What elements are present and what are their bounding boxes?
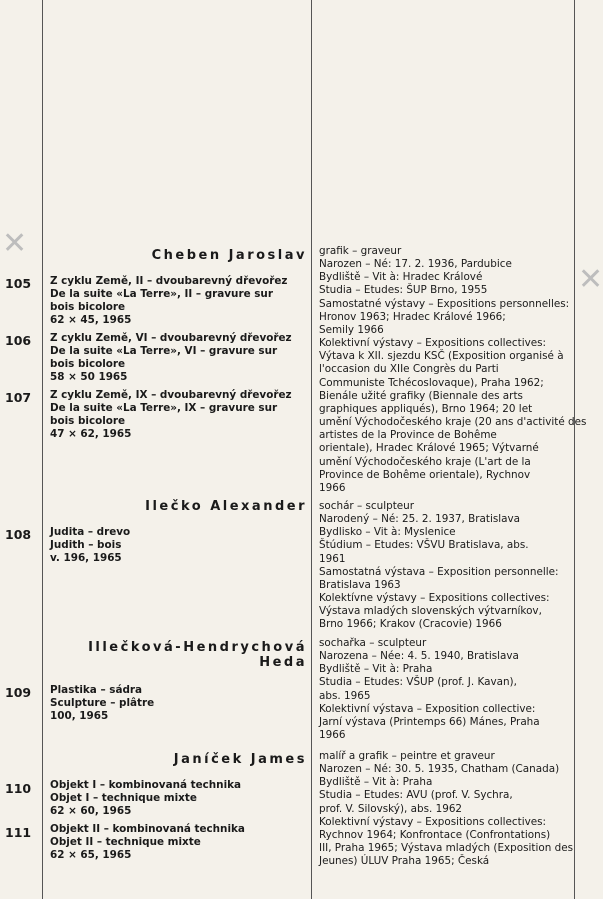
bio-line: Kolektivní výstavy – Expositions collectives:: [319, 815, 547, 828]
bio-line: Narozena – Née: 4. 5. 1940, Bratislava: [319, 650, 519, 663]
work-dimensions: 62 × 65, 1965: [50, 849, 132, 861]
registration-mark-left: ✕: [2, 226, 28, 261]
work-title-cz: Objekt II – kombinovaná technika: [50, 823, 245, 835]
work-title-cz: Z cyklu Země, VI – dvoubarevný dřevořez: [50, 332, 292, 344]
bio-line: Narozen – Né: 17. 2. 1936, Pardubice: [319, 258, 512, 271]
bio-line: grafik – graveur: [319, 245, 402, 257]
bio-line: umění Východočeského kraje (20 ans d'activité des artistes de la Province de Bohême: [319, 416, 587, 442]
artist-name: [42, 640, 307, 670]
work-title-fr-cont: bois bicolore: [50, 415, 126, 427]
work-title-fr: Judith – bois: [50, 539, 122, 551]
artist-name: Cheben Jaroslav: [151, 248, 307, 263]
work-entry: [50, 684, 308, 723]
work-title-sk: Judita – drevo: [50, 526, 131, 538]
work-title-cz: Objekt I – kombinovaná technika: [50, 779, 242, 791]
bio-line: Samostatná výstava – Exposition personnelle: Bratislava 1963: [319, 565, 559, 591]
bio-line: Štúdium – Etudes: VŠVU Bratislava, abs.: [319, 539, 529, 552]
work-title-cz: Z cyklu Země, II – dvoubarevný dřevořez: [50, 275, 288, 287]
catalogue-number: 106: [5, 333, 32, 348]
catalogue-number: 105: [5, 276, 32, 291]
bio-line: Samostatné výstavy – Expositions personnelles: Hronov 1963; Hradec Králové 1966;: [319, 297, 570, 323]
artist-name: Janíček James: [173, 752, 307, 767]
bio-line: orientale), Hradec Králové 1965; Výtvarné: [319, 442, 539, 455]
bio-line: 1961: [319, 552, 346, 565]
work-title-fr: Objet I – technique mixte: [50, 792, 197, 804]
bio-line: Studia – Etudes: AVU (prof. V. Sychra,: [319, 789, 513, 802]
work-title-fr-cont: bois bicolore: [50, 301, 126, 313]
bio-line: Výstava mladých slovenských výtvarníkov,: [319, 605, 542, 618]
artist-biography: [319, 637, 597, 742]
work-title-cz: Z cyklu Země, IX – dvoubarevný dřevořez: [50, 389, 292, 401]
catalogue-number: 109: [5, 685, 32, 700]
bio-line: prof. V. Silovský), abs. 1962: [319, 802, 463, 815]
bio-line: Kolektivní výstavy – Expositions collectives:: [319, 337, 547, 350]
work-dimensions: 58 × 50 1965: [50, 371, 128, 383]
artist-name-line: Illečková-Hendrychová: [88, 640, 307, 655]
bio-line: Bydliště – Vit à: Hradec Králové: [319, 271, 483, 284]
bio-line: Kolektivní výstava – Exposition collective:: [319, 702, 536, 715]
catalogue-number: 107: [5, 390, 32, 405]
bio-line: 1966: [319, 729, 346, 742]
bio-line: Bydliště – Vit à: Praha: [319, 776, 433, 789]
bio-line: Studia – Etudes: ŠUP Brno, 1955: [319, 284, 488, 297]
bio-line: Communiste Tchécoslovaque), Praha 1962;: [319, 376, 544, 389]
work-title-fr: De la suite «La Terre», VI – gravure sur: [50, 345, 278, 357]
bio-line: Narozen – Né: 30. 5. 1935, Chatham (Canada): [319, 763, 560, 776]
bio-line: Bienále užité grafiky (Biennale des arts: [319, 389, 523, 402]
bio-line: Semily 1966: [319, 323, 384, 336]
bio-line: graphiques appliqués), Brno 1964; 20 let: [319, 402, 533, 415]
artist-name: Ilečko Alexander: [145, 499, 307, 514]
work-entry: [50, 823, 308, 862]
bio-line: umění Východočeského kraje (L'art de la: [319, 455, 531, 468]
artist-biography: [319, 245, 597, 495]
work-dimensions: 100, 1965: [50, 710, 109, 722]
work-dimensions: 62 × 60, 1965: [50, 805, 132, 817]
bio-line: sochařka – sculpteur: [319, 637, 427, 649]
work-dimensions: 47 × 62, 1965: [50, 428, 132, 440]
work-title-fr-cont: bois bicolore: [50, 358, 126, 370]
work-dimensions: v. 196, 1965: [50, 552, 122, 564]
artist-biography: [319, 750, 597, 868]
bio-line: Jarní výstava (Printemps 66) Mánes, Praha: [319, 715, 540, 728]
work-title-fr: Objet II – technique mixte: [50, 836, 201, 848]
catalogue-number: 111: [5, 825, 32, 840]
bio-line: 1966: [319, 481, 346, 494]
work-title-fr: De la suite «La Terre», II – gravure sur: [50, 288, 273, 300]
work-title-fr: Sculpture – plâtre: [50, 697, 155, 709]
bio-line: sochár – sculpteur: [319, 500, 415, 512]
bio-line: III, Praha 1965; Výstava mladých (Exposition des Jeunes) ÚLUV Praha 1965; Česká: [319, 842, 574, 868]
work-title-fr: De la suite «La Terre», IX – gravure sur: [50, 402, 278, 414]
work-entry: [50, 779, 308, 818]
bio-line: Province de Bohême orientale), Rychnov: [319, 468, 531, 481]
artist-name-line: Heda: [259, 655, 307, 670]
bio-line: Kolektívne výstavy – Expositions collectives:: [319, 592, 550, 605]
catalogue-number: 110: [5, 781, 32, 796]
bio-line: Bydliště – Vit à: Praha: [319, 663, 433, 676]
artist-biography: [319, 500, 597, 632]
work-title-cz: Plastika – sádra: [50, 684, 143, 696]
bio-line: Studia – Etudes: VŠUP (prof. J. Kavan),: [319, 676, 517, 689]
center-column-rule: [311, 0, 312, 899]
bio-line: Výtava k XII. sjezdu KSČ (Exposition organisé à l'occasion du XIIe Congrès du Parti: [319, 350, 564, 376]
work-entry: [50, 526, 308, 565]
catalogue-number: 108: [5, 527, 32, 542]
bio-line: Brno 1966; Krakov (Cracovie) 1966: [319, 618, 502, 631]
registration-mark-right: ✕: [578, 262, 603, 297]
work-dimensions: 62 × 45, 1965: [50, 314, 132, 326]
work-entry: [50, 389, 308, 441]
bio-line: Rychnov 1964; Konfrontace (Confrontations): [319, 828, 551, 841]
work-entry: [50, 275, 308, 327]
bio-line: Bydlisko – Vit à: Myslenice: [319, 526, 456, 539]
bio-line: abs. 1965: [319, 689, 371, 702]
bio-line: malíř a grafik – peintre et graveur: [319, 750, 495, 762]
work-entry: [50, 332, 308, 384]
bio-line: Narodený – Né: 25. 2. 1937, Bratislava: [319, 513, 521, 526]
